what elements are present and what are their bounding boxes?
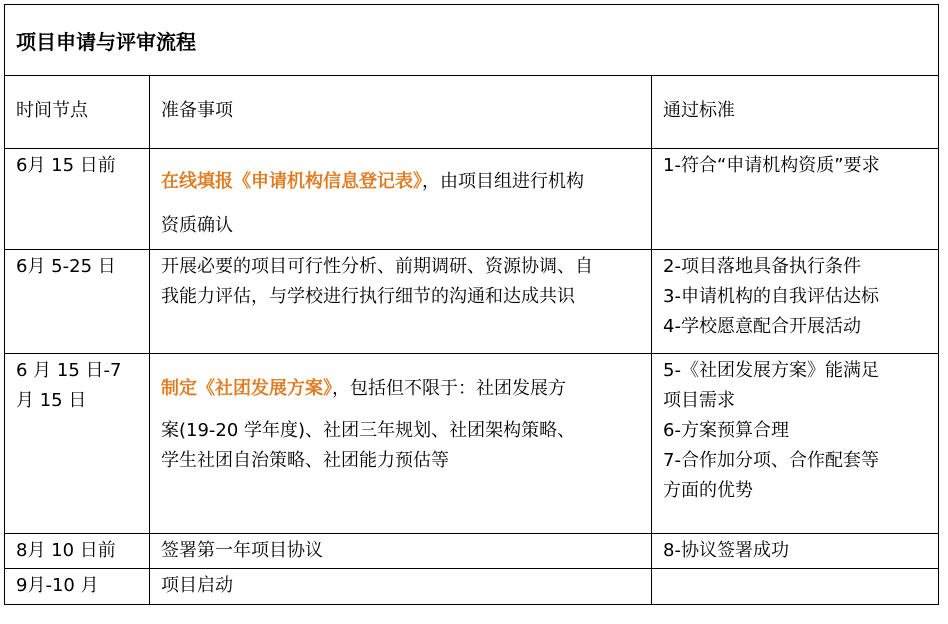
standard-cell bbox=[652, 354, 939, 534]
prep-line1: 开展必要的项目可行性分析、前期调研、资源协调、自 bbox=[161, 256, 593, 277]
standard-item: 方面的优势 bbox=[663, 480, 753, 501]
table-title: 项目申请与评审流程 bbox=[16, 30, 196, 54]
time-cell bbox=[5, 354, 150, 534]
standard-item: 4-学校愿意配合开展活动 bbox=[663, 316, 861, 337]
table-row bbox=[5, 534, 939, 569]
prep-cell bbox=[150, 569, 652, 605]
prep-text bbox=[150, 149, 651, 239]
standard-cell bbox=[652, 534, 939, 569]
prep-text: 签署第一年项目协议 bbox=[161, 540, 323, 561]
standard-item: 7-合作加分项、合作配套等 bbox=[663, 450, 879, 471]
time-text: 9月-10 月 bbox=[16, 575, 99, 596]
standard-cell bbox=[652, 149, 939, 250]
header-time: 时间节点 bbox=[16, 100, 88, 121]
time-text: 8月 10 日前 bbox=[16, 540, 116, 561]
table-row bbox=[5, 354, 939, 534]
time-cell bbox=[5, 569, 150, 605]
prep-line2: 案(19-20 学年度)、社团三年规划、社团架构策略、 bbox=[161, 420, 576, 441]
prep-line1-rest: ，由项目组进行机构 bbox=[422, 171, 584, 192]
title-row bbox=[5, 5, 939, 76]
prep-line3: 学生社团自治策略、社团能力预估等 bbox=[161, 450, 449, 471]
standard-item: 1-符合“申请机构资质”要求 bbox=[663, 155, 880, 176]
table-row bbox=[5, 250, 939, 354]
prep-line2: 资质确认 bbox=[161, 215, 233, 236]
prep-cell bbox=[150, 250, 652, 354]
time-cell bbox=[5, 250, 150, 354]
header-prep-cell bbox=[150, 76, 652, 149]
prep-cell bbox=[150, 534, 652, 569]
standard-item: 2-项目落地具备执行条件 bbox=[663, 256, 861, 277]
time-cell bbox=[5, 534, 150, 569]
header-standard: 通过标准 bbox=[663, 100, 735, 121]
header-standard-cell bbox=[652, 76, 939, 149]
standard-cell bbox=[652, 250, 939, 354]
prep-cell bbox=[150, 149, 652, 250]
header-time-cell bbox=[5, 76, 150, 149]
time-text: 6月 15 日前 bbox=[16, 155, 116, 176]
table-row bbox=[5, 569, 939, 605]
standard-item: 6-方案预算合理 bbox=[663, 420, 789, 441]
time-line1: 6 月 15 日-7 bbox=[16, 360, 122, 381]
process-document bbox=[4, 4, 938, 605]
header-row bbox=[5, 76, 939, 149]
prep-text bbox=[150, 354, 651, 474]
time-line2: 月 15 日 bbox=[16, 390, 87, 411]
header-prep: 准备事项 bbox=[161, 100, 233, 121]
time-text: 6月 5-25 日 bbox=[16, 256, 116, 277]
standard-cell bbox=[652, 569, 939, 605]
prep-highlight: 在线填报《申请机构信息登记表》 bbox=[161, 171, 422, 192]
prep-highlight: 制定《社团发展方案》 bbox=[161, 378, 332, 399]
standard-item: 项目需求 bbox=[663, 390, 735, 411]
standard-item: 8-协议签署成功 bbox=[663, 540, 789, 561]
standard-item: 3-申请机构的自我评估达标 bbox=[663, 286, 879, 307]
prep-cell bbox=[150, 354, 652, 534]
process-table bbox=[4, 4, 939, 605]
table-row bbox=[5, 149, 939, 250]
title-cell bbox=[5, 5, 939, 76]
prep-line1-rest: ，包括但不限于：社团发展方 bbox=[332, 378, 566, 399]
prep-line2: 我能力评估，与学校进行执行细节的沟通和达成共识 bbox=[161, 286, 575, 307]
prep-text bbox=[150, 250, 651, 310]
prep-text: 项目启动 bbox=[161, 575, 233, 596]
standard-item: 5-《社团发展方案》能满足 bbox=[663, 360, 879, 381]
time-cell bbox=[5, 149, 150, 250]
